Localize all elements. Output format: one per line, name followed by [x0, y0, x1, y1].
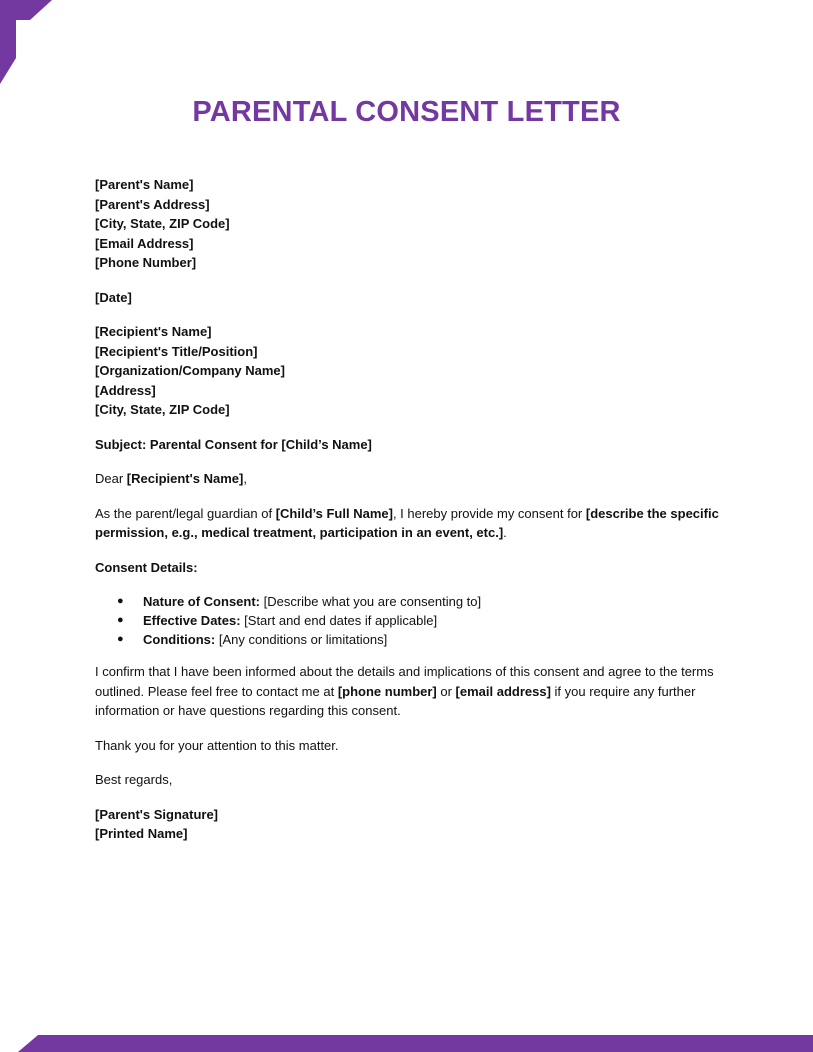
confirmation-paragraph	[95, 662, 725, 721]
list-item	[95, 592, 725, 611]
bottom-band-shape	[18, 1035, 813, 1052]
sender-phone: [Phone Number]	[95, 255, 197, 270]
letter-body	[95, 175, 725, 859]
intro-part2: , I hereby provide my consent for	[392, 505, 586, 521]
closing-paragraph	[95, 770, 725, 790]
bullet-icon: ●	[117, 614, 124, 626]
salutation-text	[95, 469, 725, 489]
recipient-block	[95, 322, 725, 420]
sender-city: [City, State, ZIP Code]	[95, 216, 230, 231]
recipient-address: [Address]	[95, 382, 156, 398]
confirmation-text	[95, 662, 725, 721]
intro-text	[95, 504, 725, 543]
intro-paragraph	[95, 504, 725, 543]
list-item	[95, 630, 725, 649]
consent-item-value: [Any conditions or limitations]	[215, 632, 388, 647]
signature-line: [Parent's Signature]	[95, 806, 219, 822]
bottom-band-decoration	[0, 1034, 813, 1052]
consent-heading	[95, 558, 725, 578]
sender-address: [Parent's Address]	[95, 196, 210, 212]
list-item	[95, 611, 725, 630]
page-title: PARENTAL CONSENT LETTER	[192, 96, 621, 128]
sender-block	[95, 175, 725, 273]
confirmation-part2: or	[436, 683, 456, 699]
subject-text: Subject: Parental Consent for [Child’s Name]	[95, 436, 372, 452]
recipient-organization: [Organization/Company Name]	[95, 363, 285, 378]
corner-decoration	[0, 0, 52, 84]
subject-line	[95, 435, 725, 455]
consent-item-label: Conditions:	[143, 632, 216, 647]
signature-block	[95, 805, 725, 844]
intro-child-name: [Child’s Full Name]	[275, 505, 393, 521]
recipient-city: [City, State, ZIP Code]	[95, 402, 230, 417]
closing-text: Best regards,	[95, 772, 173, 787]
consent-item-value: [Describe what you are consenting to]	[260, 594, 482, 609]
thanks-text: Thank you for your attention to this matter.	[95, 737, 339, 753]
recipient-title: [Recipient's Title/Position]	[95, 343, 258, 359]
letter-date: [Date]	[95, 289, 132, 305]
intro-permission: [describe the specific permission, e.g., medical treatment, participation in an event, etc.]	[95, 505, 719, 540]
consent-item-label: Nature of Consent:	[143, 594, 260, 609]
salutation	[95, 469, 725, 489]
salutation-name: [Recipient's Name]	[126, 471, 244, 486]
date-block	[95, 288, 725, 308]
confirmation-part3: if you require any further information or have questions regarding this consent.	[95, 683, 696, 718]
confirmation-part1: I confirm that I have been informed about the details and implications of this consent and agree to the terms outlined. Please feel free to contact me at	[95, 664, 714, 699]
intro-part3: .	[503, 525, 507, 540]
intro-part1: As the parent/legal guardian of	[95, 505, 276, 521]
consent-item-label: Effective Dates:	[143, 613, 241, 628]
salutation-prefix: Dear	[95, 471, 127, 486]
consent-heading-text: Consent Details:	[95, 559, 198, 575]
recipient-name: [Recipient's Name]	[95, 324, 212, 339]
printed-name-line: [Printed Name]	[95, 826, 188, 841]
confirmation-phone: [phone number]	[337, 683, 437, 699]
consent-item-value: [Start and end dates if applicable]	[240, 613, 438, 628]
sender-email: [Email Address]	[95, 235, 194, 251]
confirmation-email: [email address]	[455, 683, 551, 699]
bullet-icon: ●	[117, 595, 124, 607]
thanks-paragraph	[95, 736, 725, 756]
bullet-icon: ●	[117, 633, 124, 645]
corner-shape	[0, 0, 52, 84]
consent-details-list	[95, 592, 725, 649]
salutation-suffix: ,	[243, 471, 247, 486]
sender-name: [Parent's Name]	[95, 177, 194, 192]
